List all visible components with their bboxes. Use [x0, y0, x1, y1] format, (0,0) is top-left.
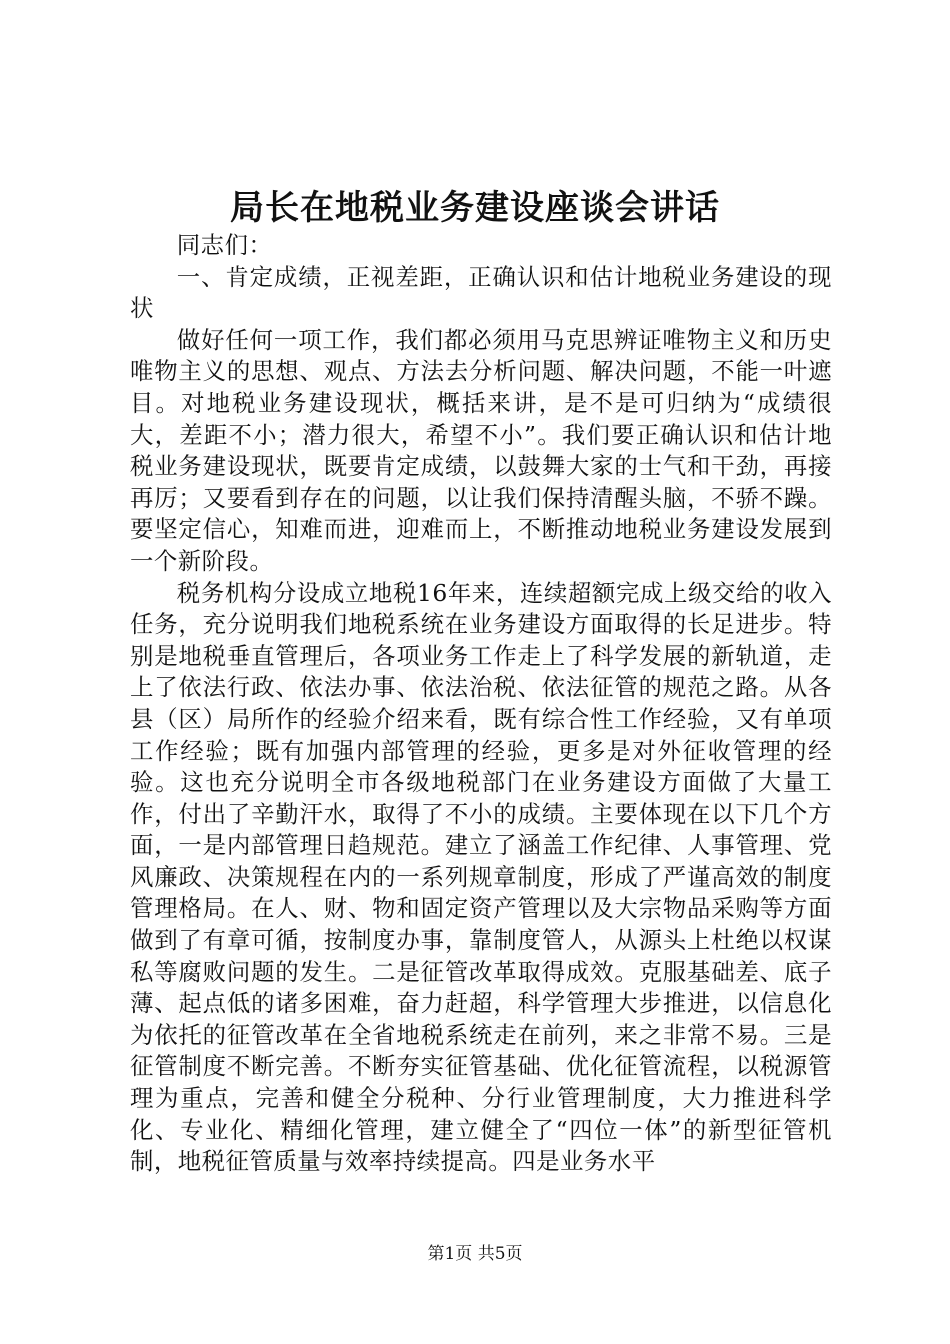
paragraph-heading: 一、肯定成绩，正视差距，正确认识和估计地税业务建设的现状 — [130, 262, 832, 323]
salutation: 同志们： — [176, 231, 273, 259]
document-body — [130, 230, 832, 1178]
document-title: 局长在地税业务建设座谈会讲话 — [230, 188, 720, 228]
page-number-footer: 第1页 共5页 — [427, 1244, 523, 1264]
paragraph: 税务机构分设成立地税16年来，连续超额完成上级交给的收入任务，充分说明我们地税系统在业务建设方面取得的长足进步。特别是地税垂直管理后，各项业务工作走上了科学发展的新轨道，走上了依法行政、依法办事、依法治税、依法征管的规范之路。从各县（区）局所作的经验介绍来看，既有综合性工作经验，又有单项工作经验；既有加强内部管理的经验，更多是对外征收管理的经验。这也充分说明全市各级地税部门在业务建设方面做了大量工作，付出了辛勤汗水，取得了不小的成绩。主要体现在以下几个方面，一是内部管理日趋规范。建立了涵盖工作纪律、人事管理、党风廉政、决策规程在内的一系列规章制度，形成了严谨高效的制度管理格局。在人、财、物和固定资产管理以及大宗物品采购等方面做到了有章可循，按制度办事，靠制度管人，从源头上杜绝以权谋私等腐败问题的发生。二是征管改革取得成效。克服基础差、底子薄、起点低的诸多困难，奋力赶超，科学管理大步推进，以信息化为依托的征管改革在全省地税系统走在前列，来之非常不易。三是征管制度不断完善。不断夯实征管基础、优化征管流程，以税源管理为重点，完善和健全分税种、分行业管理制度，大力推进科学化、专业化、精细化管理，建立健全了“四位一体”的新型征管机制，地税征管质量与效率持续提高。四是业务水平 — [130, 578, 832, 1176]
paragraph: 做好任何一项工作，我们都必须用马克思辨证唯物主义和历史唯物主义的思想、观点、方法去分析问题、解决问题，不能一叶遮目。对地税业务建设现状，概括来讲，是不是可归纳为“成绩很大，差距不小；潜力很大，希望不小”。我们要正确认识和估计地税业务建设现状，既要肯定成绩，以鼓舞大家的士气和干劲，再接再厉；又要看到存在的问题，以让我们保持清醒头脑，不骄不躁。要坚定信心，知难而进，迎难而上，不断推动地税业务建设发展到一个新阶段。 — [130, 325, 832, 575]
